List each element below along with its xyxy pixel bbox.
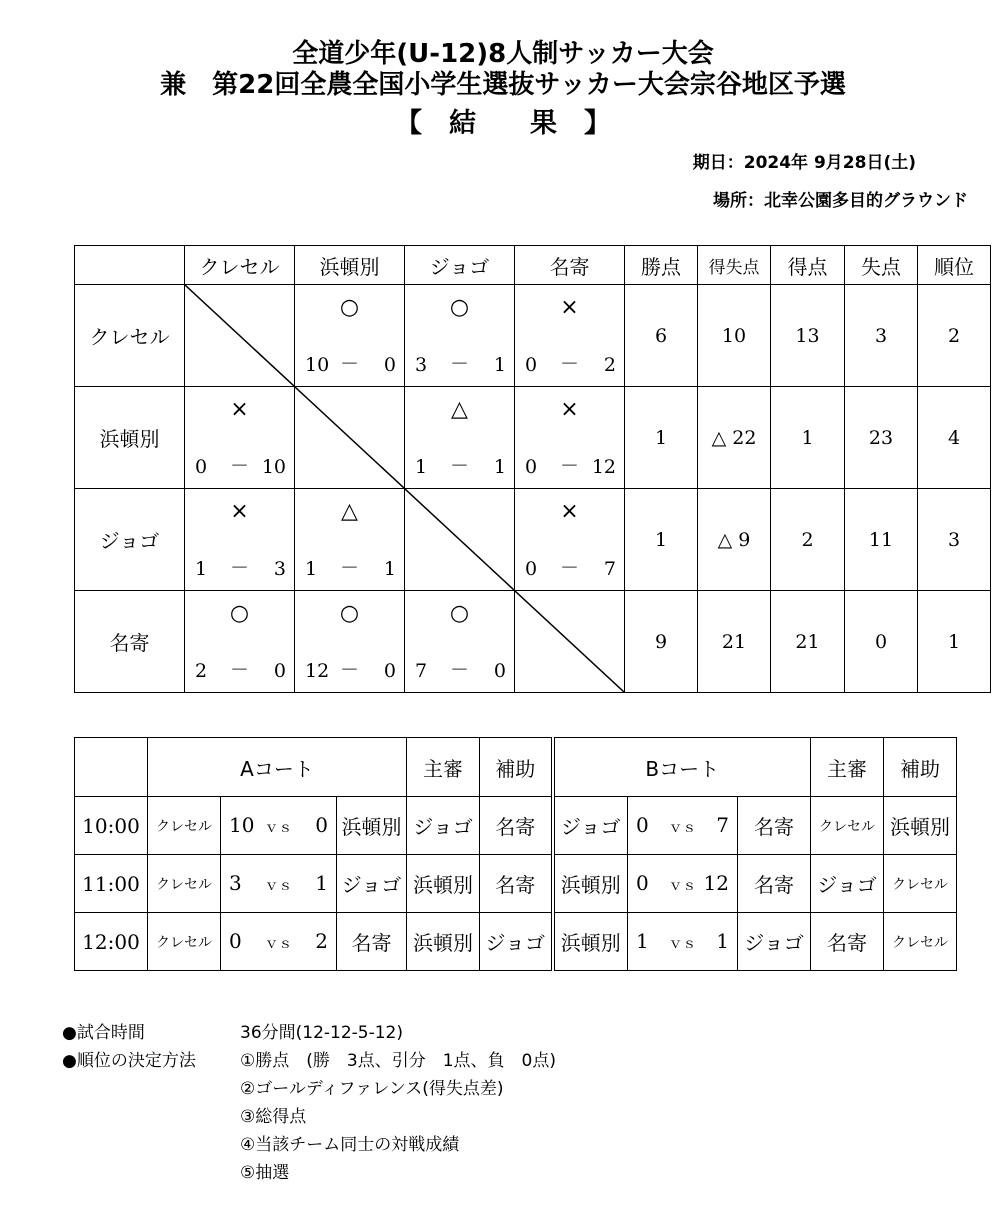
score-own: 1 xyxy=(305,558,318,580)
vs-label: ｖｓ xyxy=(264,936,293,952)
vs-label: ｖｓ xyxy=(264,820,293,836)
self-match-cell xyxy=(185,285,295,387)
header-goals-against: 失点 xyxy=(845,246,918,285)
away-score: 1 xyxy=(716,929,729,953)
score-own: 12 xyxy=(305,660,330,682)
result-mark: × xyxy=(560,499,579,524)
result-mark: △ xyxy=(451,397,468,422)
match-time-value: 36分間(12-12-5-12) xyxy=(240,1023,404,1043)
b-court-referee: 名寄 xyxy=(811,913,884,971)
home-score: 0 xyxy=(636,871,649,895)
result-mark: ○ xyxy=(449,295,470,320)
home-score: 10 xyxy=(229,813,255,837)
a-referee-header: 主審 xyxy=(407,738,480,797)
score-opponent: 1 xyxy=(493,354,506,376)
schedule-table xyxy=(74,737,957,971)
match-result-cell xyxy=(295,591,405,693)
score-opponent: 7 xyxy=(603,558,616,580)
result-mark: × xyxy=(230,397,249,422)
header-goal-diff: 得失点 xyxy=(698,246,771,285)
diagonal-line xyxy=(185,285,294,386)
goals-against-cell: 11 xyxy=(845,489,918,591)
score-dash: － xyxy=(449,659,469,681)
b-court-away-team: 名寄 xyxy=(738,855,811,913)
league-row xyxy=(75,387,991,489)
a-assistant-header: 補助 xyxy=(480,738,553,797)
score-own: 0 xyxy=(525,558,538,580)
goals-against-cell: 3 xyxy=(845,285,918,387)
event-venue: 場所：北幸公園多目的グラウンド xyxy=(713,191,968,211)
match-result-cell xyxy=(295,489,405,591)
score-own: 0 xyxy=(525,456,538,478)
score-own: 1 xyxy=(415,456,428,478)
b-court-score xyxy=(628,797,738,855)
a-court-assistant: 名寄 xyxy=(480,855,553,913)
rank-cell: 1 xyxy=(918,591,991,693)
score-opponent: 0 xyxy=(383,354,396,376)
league-row xyxy=(75,591,991,693)
header-rank: 順位 xyxy=(918,246,991,285)
header-team: 浜頓別 xyxy=(295,246,405,285)
goals-for-cell: 13 xyxy=(771,285,845,387)
match-result-cell xyxy=(515,387,625,489)
score-own: 0 xyxy=(525,354,538,376)
match-result-cell xyxy=(405,387,515,489)
goals-for-cell: 1 xyxy=(771,387,845,489)
score-dash: － xyxy=(339,353,359,375)
goal-diff-cell: △ 9 xyxy=(698,489,771,591)
away-score: 12 xyxy=(703,871,729,895)
rank-cell: 2 xyxy=(918,285,991,387)
a-court-referee: 浜頓別 xyxy=(407,855,480,913)
schedule-corner xyxy=(75,738,148,797)
result-mark: × xyxy=(560,295,579,320)
score-own: 7 xyxy=(415,660,428,682)
match-time-label: ●試合時間 xyxy=(62,1023,145,1043)
a-court-home-team: クレセル xyxy=(148,797,221,855)
self-match-cell xyxy=(405,489,515,591)
home-score: 1 xyxy=(636,929,649,953)
match-result-cell xyxy=(295,285,405,387)
ranking-item: ②ゴールディファレンス(得失点差) xyxy=(240,1079,504,1099)
ranking-item: ③総得点 xyxy=(240,1107,307,1127)
result-mark: △ xyxy=(341,499,358,524)
points-cell: 1 xyxy=(625,489,698,591)
match-result-cell xyxy=(405,591,515,693)
title-line-1: 全道少年(U-12)8人制サッカー大会 xyxy=(292,39,714,69)
rank-cell: 4 xyxy=(918,387,991,489)
time-cell: 12:00 xyxy=(75,913,148,971)
diagonal-line xyxy=(295,387,404,488)
header-goals-for: 得点 xyxy=(771,246,845,285)
match-result-cell xyxy=(515,489,625,591)
title-line-2: 兼 第22回全農全国小学生選抜サッカー大会宗谷地区予選 xyxy=(160,70,846,100)
ranking-item: ①勝点 (勝 3点、引分 1点、負 0点) xyxy=(240,1051,556,1071)
schedule-row xyxy=(75,913,957,971)
a-court-score xyxy=(221,913,337,971)
self-match-cell xyxy=(515,591,625,693)
time-cell: 10:00 xyxy=(75,797,148,855)
score-opponent: 1 xyxy=(493,456,506,478)
match-result-cell xyxy=(185,387,295,489)
schedule-row xyxy=(75,797,957,855)
score-dash: － xyxy=(339,659,359,681)
league-header-row xyxy=(75,246,991,285)
match-result-cell xyxy=(515,285,625,387)
b-court-header: Bコート xyxy=(553,738,811,797)
score-own: 2 xyxy=(195,660,208,682)
a-court-home-team: クレセル xyxy=(148,913,221,971)
b-court-score xyxy=(628,855,738,913)
match-result-cell xyxy=(185,489,295,591)
team-name: クレセル xyxy=(75,285,185,387)
home-score: 0 xyxy=(636,813,649,837)
home-score: 3 xyxy=(229,871,242,895)
home-score: 0 xyxy=(229,929,242,953)
score-dash: － xyxy=(559,557,579,579)
match-result-cell xyxy=(185,591,295,693)
a-court-assistant: ジョゴ xyxy=(480,913,553,971)
self-match-cell xyxy=(295,387,405,489)
score-dash: － xyxy=(229,659,249,681)
b-court-referee: ジョゴ xyxy=(811,855,884,913)
ranking-item: ⑤抽選 xyxy=(240,1163,290,1183)
schedule-header-row xyxy=(75,738,957,797)
a-court-away-team: ジョゴ xyxy=(337,855,407,913)
goals-against-cell: 0 xyxy=(845,591,918,693)
a-court-assistant: 名寄 xyxy=(480,797,553,855)
score-opponent: 0 xyxy=(273,660,286,682)
b-court-away-team: ジョゴ xyxy=(738,913,811,971)
away-score: 7 xyxy=(716,813,729,837)
score-own: 10 xyxy=(305,354,330,376)
event-date: 期日：2024年 9月28日(土) xyxy=(692,153,916,173)
a-court-referee: ジョゴ xyxy=(407,797,480,855)
goals-for-cell: 2 xyxy=(771,489,845,591)
goals-against-cell: 23 xyxy=(845,387,918,489)
score-opponent: 0 xyxy=(493,660,506,682)
away-score: 1 xyxy=(315,871,328,895)
title-results: 【 結 果 】 xyxy=(395,108,611,139)
points-cell: 1 xyxy=(625,387,698,489)
score-dash: － xyxy=(559,353,579,375)
away-score: 2 xyxy=(315,929,328,953)
result-mark: ○ xyxy=(339,295,360,320)
result-mark: × xyxy=(560,397,579,422)
header-team: 名寄 xyxy=(515,246,625,285)
score-opponent: 3 xyxy=(273,558,286,580)
time-cell: 11:00 xyxy=(75,855,148,913)
team-name: ジョゴ xyxy=(75,489,185,591)
league-row xyxy=(75,285,991,387)
b-assistant-header: 補助 xyxy=(884,738,957,797)
score-opponent: 0 xyxy=(383,660,396,682)
header-team: ジョゴ xyxy=(405,246,515,285)
goal-diff-cell: 10 xyxy=(698,285,771,387)
b-court-home-team: 浜頓別 xyxy=(553,855,628,913)
team-name: 名寄 xyxy=(75,591,185,693)
a-court-home-team: クレセル xyxy=(148,855,221,913)
a-court-header: Aコート xyxy=(148,738,407,797)
ranking-item: ④当該チーム同士の対戦成績 xyxy=(240,1135,460,1155)
a-court-score xyxy=(221,855,337,913)
score-dash: － xyxy=(339,557,359,579)
league-table xyxy=(74,245,991,693)
vs-label: ｖｓ xyxy=(264,878,293,894)
result-mark: × xyxy=(230,499,249,524)
score-opponent: 12 xyxy=(591,456,616,478)
result-mark: ○ xyxy=(229,601,250,626)
b-court-home-team: ジョゴ xyxy=(553,797,628,855)
team-name: 浜頓別 xyxy=(75,387,185,489)
score-own: 1 xyxy=(195,558,208,580)
score-dash: － xyxy=(449,353,469,375)
vs-label: ｖｓ xyxy=(668,878,697,894)
rank-cell: 3 xyxy=(918,489,991,591)
score-own: 3 xyxy=(415,354,428,376)
a-court-away-team: 浜頓別 xyxy=(337,797,407,855)
result-mark: ○ xyxy=(339,601,360,626)
points-cell: 9 xyxy=(625,591,698,693)
b-referee-header: 主審 xyxy=(811,738,884,797)
b-court-score xyxy=(628,913,738,971)
score-opponent: 2 xyxy=(603,354,616,376)
b-court-away-team: 名寄 xyxy=(738,797,811,855)
a-court-referee: 浜頓別 xyxy=(407,913,480,971)
header-corner xyxy=(75,246,185,285)
b-court-assistant: クレセル xyxy=(884,855,957,913)
league-row xyxy=(75,489,991,591)
score-opponent: 10 xyxy=(261,456,286,478)
score-dash: － xyxy=(229,455,249,477)
points-cell: 6 xyxy=(625,285,698,387)
schedule-row xyxy=(75,855,957,913)
score-dash: － xyxy=(449,455,469,477)
diagonal-line xyxy=(405,489,514,590)
match-result-cell xyxy=(405,285,515,387)
away-score: 0 xyxy=(315,813,328,837)
result-mark: ○ xyxy=(449,601,470,626)
b-court-home-team: 浜頓別 xyxy=(553,913,628,971)
header-points: 勝点 xyxy=(625,246,698,285)
b-court-assistant: 浜頓別 xyxy=(884,797,957,855)
b-court-assistant: クレセル xyxy=(884,913,957,971)
ranking-method-label: ●順位の決定方法 xyxy=(62,1051,196,1071)
goal-diff-cell: △ 22 xyxy=(698,387,771,489)
vs-label: ｖｓ xyxy=(668,936,697,952)
diagonal-line xyxy=(515,591,624,692)
score-dash: － xyxy=(559,455,579,477)
score-own: 0 xyxy=(195,456,208,478)
header-team: クレセル xyxy=(185,246,295,285)
a-court-score xyxy=(221,797,337,855)
a-court-away-team: 名寄 xyxy=(337,913,407,971)
vs-label: ｖｓ xyxy=(668,820,697,836)
goals-for-cell: 21 xyxy=(771,591,845,693)
score-opponent: 1 xyxy=(383,558,396,580)
goal-diff-cell: 21 xyxy=(698,591,771,693)
b-court-referee: クレセル xyxy=(811,797,884,855)
score-dash: － xyxy=(229,557,249,579)
